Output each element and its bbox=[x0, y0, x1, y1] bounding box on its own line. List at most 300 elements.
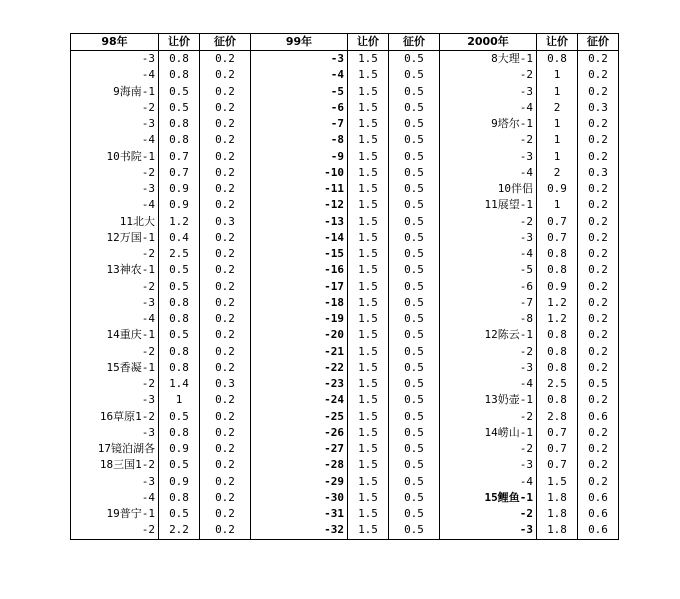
table-cell: 0.2 bbox=[200, 295, 251, 311]
table-row bbox=[71, 311, 619, 327]
header-cell: 让价 bbox=[348, 34, 389, 51]
table-cell: 0.5 bbox=[389, 311, 440, 327]
table-cell: 0.2 bbox=[578, 344, 619, 360]
table-cell: -3 bbox=[71, 51, 159, 68]
table-cell: 1.5 bbox=[348, 425, 389, 441]
table-cell: 0.5 bbox=[389, 457, 440, 473]
table-cell: 0.5 bbox=[389, 165, 440, 181]
table-cell: 0.2 bbox=[200, 327, 251, 343]
table-cell: -4 bbox=[440, 376, 537, 392]
table-cell: 0.2 bbox=[200, 344, 251, 360]
table-cell: 0.2 bbox=[578, 67, 619, 83]
table-cell: 0.2 bbox=[578, 295, 619, 311]
table-cell: 1.5 bbox=[348, 376, 389, 392]
table-cell: 1.5 bbox=[348, 295, 389, 311]
table-cell: 1.8 bbox=[537, 506, 578, 522]
table-cell: -4 bbox=[440, 246, 537, 262]
table-cell: 0.2 bbox=[578, 246, 619, 262]
table-cell: 0.2 bbox=[578, 279, 619, 295]
table-cell: -14 bbox=[251, 230, 348, 246]
table-cell: 0.2 bbox=[200, 311, 251, 327]
table-cell: 0.2 bbox=[578, 360, 619, 376]
table-cell: 0.7 bbox=[537, 441, 578, 457]
table-cell: 0.7 bbox=[537, 425, 578, 441]
table-row bbox=[71, 441, 619, 457]
table-cell: 1 bbox=[537, 67, 578, 83]
table-cell: 1 bbox=[537, 84, 578, 100]
table-row bbox=[71, 506, 619, 522]
table-cell: -3 bbox=[71, 295, 159, 311]
table-cell: -11 bbox=[251, 181, 348, 197]
table-cell: 0.2 bbox=[578, 425, 619, 441]
table-cell: 0.5 bbox=[159, 262, 200, 278]
table-cell: -2 bbox=[440, 132, 537, 148]
table-cell: 0.3 bbox=[200, 376, 251, 392]
table-cell: 0.2 bbox=[200, 441, 251, 457]
table-cell: 13奶壶-1 bbox=[440, 392, 537, 408]
table-cell: 13神农-1 bbox=[71, 262, 159, 278]
table-cell: -23 bbox=[251, 376, 348, 392]
table-cell: 0.9 bbox=[159, 441, 200, 457]
header-cell: 征价 bbox=[389, 34, 440, 51]
table-cell: -2 bbox=[71, 522, 159, 539]
table-cell: -25 bbox=[251, 409, 348, 425]
table-cell: 0.2 bbox=[578, 181, 619, 197]
table-row bbox=[71, 376, 619, 392]
table-cell: 12陈云-1 bbox=[440, 327, 537, 343]
table-cell: -5 bbox=[251, 84, 348, 100]
table-cell: 0.5 bbox=[389, 392, 440, 408]
table-cell: 0.2 bbox=[200, 165, 251, 181]
table-row bbox=[71, 116, 619, 132]
table-row bbox=[71, 214, 619, 230]
table-cell: 0.6 bbox=[578, 506, 619, 522]
table-cell: 0.2 bbox=[200, 409, 251, 425]
table-cell: 1 bbox=[537, 132, 578, 148]
table-cell: 0.8 bbox=[159, 344, 200, 360]
table-cell: -18 bbox=[251, 295, 348, 311]
table-cell: -26 bbox=[251, 425, 348, 441]
table-cell: 0.2 bbox=[200, 522, 251, 539]
table-cell: 2 bbox=[537, 100, 578, 116]
table-cell: 0.5 bbox=[389, 132, 440, 148]
table-cell: -24 bbox=[251, 392, 348, 408]
table-cell: 1.5 bbox=[348, 197, 389, 213]
table-cell: -6 bbox=[251, 100, 348, 116]
table-cell: 0.8 bbox=[159, 67, 200, 83]
table-cell: 0.7 bbox=[159, 165, 200, 181]
table-cell: 0.8 bbox=[537, 246, 578, 262]
table-cell: -2 bbox=[440, 441, 537, 457]
table-cell: 0.2 bbox=[200, 360, 251, 376]
table-cell: -3 bbox=[440, 457, 537, 473]
table-cell: 2.5 bbox=[537, 376, 578, 392]
table-cell: 10书院-1 bbox=[71, 149, 159, 165]
table-cell: -29 bbox=[251, 474, 348, 490]
table-cell: 0.5 bbox=[159, 506, 200, 522]
table-cell: 0.2 bbox=[578, 262, 619, 278]
table-cell: 0.2 bbox=[200, 197, 251, 213]
table-cell: 1.5 bbox=[537, 474, 578, 490]
header-cell: 让价 bbox=[537, 34, 578, 51]
table-cell: 1.5 bbox=[348, 279, 389, 295]
table-cell: 1.8 bbox=[537, 522, 578, 539]
table-cell: 1.5 bbox=[348, 181, 389, 197]
table-cell: -3 bbox=[440, 84, 537, 100]
table-cell: 0.8 bbox=[159, 425, 200, 441]
table-cell: 0.5 bbox=[389, 230, 440, 246]
table-cell: 0.3 bbox=[578, 165, 619, 181]
table-row bbox=[71, 327, 619, 343]
table-cell: 0.5 bbox=[389, 67, 440, 83]
table-cell: 0.9 bbox=[159, 474, 200, 490]
table-cell: -2 bbox=[440, 214, 537, 230]
table-cell: 0.7 bbox=[159, 149, 200, 165]
table-cell: 1.5 bbox=[348, 165, 389, 181]
table-cell: 0.9 bbox=[159, 181, 200, 197]
table-cell: 0.2 bbox=[200, 181, 251, 197]
table-row bbox=[71, 262, 619, 278]
table-cell: -3 bbox=[440, 360, 537, 376]
table-cell: -3 bbox=[71, 474, 159, 490]
table-cell: 1.5 bbox=[348, 262, 389, 278]
table-cell: 0.2 bbox=[200, 149, 251, 165]
table-cell: 0.5 bbox=[159, 457, 200, 473]
table-cell: 0.5 bbox=[389, 376, 440, 392]
table-row bbox=[71, 67, 619, 83]
table-cell: -4 bbox=[71, 67, 159, 83]
table-cell: 0.2 bbox=[578, 214, 619, 230]
table-cell: -2 bbox=[440, 506, 537, 522]
table-cell: 0.2 bbox=[200, 116, 251, 132]
table-cell: 0.2 bbox=[200, 474, 251, 490]
table-cell: 0.5 bbox=[389, 116, 440, 132]
table-cell: 0.2 bbox=[200, 67, 251, 83]
header-cell: 征价 bbox=[578, 34, 619, 51]
table-cell: 2.2 bbox=[159, 522, 200, 539]
table-cell: 19普宁-1 bbox=[71, 506, 159, 522]
table-row bbox=[71, 100, 619, 116]
table-cell: 0.5 bbox=[578, 376, 619, 392]
table-cell: 0.5 bbox=[389, 197, 440, 213]
table-cell: 1.5 bbox=[348, 149, 389, 165]
table-cell: 0.5 bbox=[389, 246, 440, 262]
table-cell: -2 bbox=[71, 376, 159, 392]
table-cell: 9海南-1 bbox=[71, 84, 159, 100]
table-cell: 0.5 bbox=[159, 409, 200, 425]
table-cell: 0.5 bbox=[389, 295, 440, 311]
table-row bbox=[71, 490, 619, 506]
table-cell: 0.8 bbox=[159, 295, 200, 311]
table-cell: -2 bbox=[71, 165, 159, 181]
table-cell: -2 bbox=[71, 279, 159, 295]
table-cell: -8 bbox=[251, 132, 348, 148]
table-row bbox=[71, 344, 619, 360]
table-cell: 1 bbox=[537, 116, 578, 132]
table-row bbox=[71, 132, 619, 148]
table-row bbox=[71, 474, 619, 490]
table-cell: 0.8 bbox=[537, 344, 578, 360]
table-cell: 1.5 bbox=[348, 490, 389, 506]
table-cell: 0.5 bbox=[159, 100, 200, 116]
table-cell: 9塔尔-1 bbox=[440, 116, 537, 132]
table-cell: 1.5 bbox=[348, 116, 389, 132]
table-cell: 14重庆-1 bbox=[71, 327, 159, 343]
table-cell: 0.2 bbox=[200, 84, 251, 100]
table-row bbox=[71, 181, 619, 197]
table-cell: -4 bbox=[71, 490, 159, 506]
table-cell: 0.2 bbox=[200, 425, 251, 441]
table-cell: 0.5 bbox=[389, 490, 440, 506]
table-cell: 12万国-1 bbox=[71, 230, 159, 246]
table-row bbox=[71, 230, 619, 246]
table-row bbox=[71, 84, 619, 100]
table-cell: 1.5 bbox=[348, 214, 389, 230]
header-cell: 征价 bbox=[200, 34, 251, 51]
table-cell: 1.5 bbox=[348, 246, 389, 262]
table-cell: 0.5 bbox=[389, 214, 440, 230]
table-cell: 0.4 bbox=[159, 230, 200, 246]
table-cell: -2 bbox=[440, 67, 537, 83]
table-cell: -4 bbox=[440, 165, 537, 181]
table-cell: -3 bbox=[440, 522, 537, 539]
table-cell: -13 bbox=[251, 214, 348, 230]
table-cell: 2 bbox=[537, 165, 578, 181]
table-cell: 0.2 bbox=[578, 149, 619, 165]
table-cell: -4 bbox=[71, 311, 159, 327]
table-cell: 0.2 bbox=[200, 392, 251, 408]
table-cell: 0.2 bbox=[200, 457, 251, 473]
table-cell: 0.8 bbox=[159, 132, 200, 148]
table-cell: 1.5 bbox=[348, 230, 389, 246]
table-cell: -4 bbox=[440, 100, 537, 116]
table-cell: 0.2 bbox=[578, 51, 619, 68]
header-cell: 98年 bbox=[71, 34, 159, 51]
table-cell: -30 bbox=[251, 490, 348, 506]
table-cell: 0.2 bbox=[200, 490, 251, 506]
table-row bbox=[71, 409, 619, 425]
table-cell: 0.2 bbox=[200, 279, 251, 295]
table-cell: -3 bbox=[440, 230, 537, 246]
table-cell: 1.5 bbox=[348, 392, 389, 408]
table-cell: 0.2 bbox=[200, 51, 251, 68]
table-cell: 0.8 bbox=[159, 311, 200, 327]
table-cell: 16草原1-2 bbox=[71, 409, 159, 425]
table-cell: -2 bbox=[71, 100, 159, 116]
table-cell: 8大理-1 bbox=[440, 51, 537, 68]
table-cell: 17镜泊湖各 bbox=[71, 441, 159, 457]
table-cell: 0.5 bbox=[389, 84, 440, 100]
table-cell: 1.5 bbox=[348, 457, 389, 473]
table-cell: 0.6 bbox=[578, 490, 619, 506]
table-cell: 0.8 bbox=[537, 51, 578, 68]
table-cell: -20 bbox=[251, 327, 348, 343]
table-cell: 0.5 bbox=[389, 506, 440, 522]
table-cell: 18三国1-2 bbox=[71, 457, 159, 473]
table-cell: 1.2 bbox=[537, 295, 578, 311]
table-cell: 1.4 bbox=[159, 376, 200, 392]
table-cell: 1.5 bbox=[348, 132, 389, 148]
table-cell: -21 bbox=[251, 344, 348, 360]
table-cell: 0.6 bbox=[578, 522, 619, 539]
table-cell: 1.5 bbox=[348, 441, 389, 457]
table-cell: 0.3 bbox=[200, 214, 251, 230]
table-cell: -3 bbox=[71, 392, 159, 408]
table-cell: 0.5 bbox=[389, 279, 440, 295]
table-cell: 0.2 bbox=[578, 84, 619, 100]
table-cell: -19 bbox=[251, 311, 348, 327]
table-cell: -3 bbox=[71, 116, 159, 132]
table-row bbox=[71, 165, 619, 181]
table-cell: -4 bbox=[71, 197, 159, 213]
table-row bbox=[71, 246, 619, 262]
table-cell: 1.5 bbox=[348, 344, 389, 360]
table-cell: 0.2 bbox=[578, 230, 619, 246]
header-cell: 2000年 bbox=[440, 34, 537, 51]
table-cell: 1.5 bbox=[348, 311, 389, 327]
table-cell: 1.5 bbox=[348, 51, 389, 68]
table-cell: 0.8 bbox=[537, 360, 578, 376]
table-cell: 0.9 bbox=[159, 197, 200, 213]
table-cell: 0.8 bbox=[537, 392, 578, 408]
table-row bbox=[71, 149, 619, 165]
table-cell: -2 bbox=[440, 344, 537, 360]
table-row bbox=[71, 295, 619, 311]
table-cell: 0.2 bbox=[200, 506, 251, 522]
table-cell: -2 bbox=[71, 246, 159, 262]
table-cell: 11展望-1 bbox=[440, 197, 537, 213]
table-cell: 0.8 bbox=[537, 262, 578, 278]
table-cell: 0.5 bbox=[389, 149, 440, 165]
table-cell: 0.2 bbox=[578, 392, 619, 408]
table-cell: 1.5 bbox=[348, 327, 389, 343]
table-cell: 0.2 bbox=[578, 116, 619, 132]
table-cell: 0.8 bbox=[159, 51, 200, 68]
table-cell: 2.5 bbox=[159, 246, 200, 262]
table-cell: 1.5 bbox=[348, 84, 389, 100]
table-cell: 0.5 bbox=[389, 425, 440, 441]
table-cell: -3 bbox=[71, 181, 159, 197]
table-cell: 0.5 bbox=[389, 51, 440, 68]
table-cell: 0.2 bbox=[578, 441, 619, 457]
table-cell: -7 bbox=[251, 116, 348, 132]
table-row bbox=[71, 197, 619, 213]
table-cell: 0.2 bbox=[200, 230, 251, 246]
table-cell: 1.5 bbox=[348, 100, 389, 116]
table-cell: 0.5 bbox=[389, 409, 440, 425]
table-cell: -15 bbox=[251, 246, 348, 262]
table-cell: -7 bbox=[440, 295, 537, 311]
table-cell: 0.9 bbox=[537, 279, 578, 295]
table-cell: 0.5 bbox=[389, 360, 440, 376]
table-cell: 1.8 bbox=[537, 490, 578, 506]
table-cell: 1.5 bbox=[348, 506, 389, 522]
table-cell: 0.5 bbox=[389, 262, 440, 278]
table-cell: 2.8 bbox=[537, 409, 578, 425]
table-cell: 0.3 bbox=[578, 100, 619, 116]
table-cell: 0.2 bbox=[200, 262, 251, 278]
table-cell: 0.8 bbox=[159, 116, 200, 132]
table-row bbox=[71, 425, 619, 441]
table-cell: -16 bbox=[251, 262, 348, 278]
table-row bbox=[71, 51, 619, 68]
table-cell: -9 bbox=[251, 149, 348, 165]
header-row bbox=[71, 34, 619, 51]
table-row bbox=[71, 392, 619, 408]
table-cell: 0.5 bbox=[159, 327, 200, 343]
table-cell: 0.5 bbox=[389, 181, 440, 197]
table-cell: 11北大 bbox=[71, 214, 159, 230]
table-cell: -28 bbox=[251, 457, 348, 473]
table-cell: -12 bbox=[251, 197, 348, 213]
table-cell: 15鲤鱼-1 bbox=[440, 490, 537, 506]
header-cell: 99年 bbox=[251, 34, 348, 51]
table-cell: 1.2 bbox=[159, 214, 200, 230]
table-cell: -4 bbox=[440, 474, 537, 490]
table-cell: 0.8 bbox=[159, 360, 200, 376]
table-cell: -3 bbox=[71, 425, 159, 441]
table-cell: -3 bbox=[440, 149, 537, 165]
table-cell: 0.5 bbox=[389, 522, 440, 539]
table-cell: 0.5 bbox=[159, 84, 200, 100]
table-row bbox=[71, 360, 619, 376]
table-cell: 0.2 bbox=[578, 197, 619, 213]
table-cell: 0.8 bbox=[537, 327, 578, 343]
table-cell: 0.5 bbox=[159, 279, 200, 295]
table-cell: 0.2 bbox=[200, 132, 251, 148]
table-cell: 0.5 bbox=[389, 474, 440, 490]
table-cell: 14崂山-1 bbox=[440, 425, 537, 441]
table-cell: -4 bbox=[71, 132, 159, 148]
table-cell: 0.2 bbox=[200, 100, 251, 116]
table-cell: 1.5 bbox=[348, 522, 389, 539]
table-cell: 0.2 bbox=[578, 457, 619, 473]
table-cell: 1.5 bbox=[348, 360, 389, 376]
table-cell: 0.5 bbox=[389, 327, 440, 343]
table-cell: 0.2 bbox=[578, 327, 619, 343]
table-cell: 1.5 bbox=[348, 67, 389, 83]
table-cell: -32 bbox=[251, 522, 348, 539]
table-cell: 1 bbox=[537, 197, 578, 213]
table-cell: 0.7 bbox=[537, 214, 578, 230]
table-body bbox=[71, 34, 619, 540]
table-cell: 0.6 bbox=[578, 409, 619, 425]
table-cell: 1.2 bbox=[537, 311, 578, 327]
table-cell: -17 bbox=[251, 279, 348, 295]
price-table bbox=[70, 33, 619, 540]
table-cell: -8 bbox=[440, 311, 537, 327]
table-cell: -22 bbox=[251, 360, 348, 376]
table-cell: 15香凝-1 bbox=[71, 360, 159, 376]
table-row bbox=[71, 457, 619, 473]
table-cell: -2 bbox=[71, 344, 159, 360]
table-cell: 0.5 bbox=[389, 441, 440, 457]
table-cell: 0.8 bbox=[159, 490, 200, 506]
table-cell: 1.5 bbox=[348, 409, 389, 425]
table-cell: -6 bbox=[440, 279, 537, 295]
table-cell: 10伴侣 bbox=[440, 181, 537, 197]
table-cell: 1.5 bbox=[348, 474, 389, 490]
table-cell: -2 bbox=[440, 409, 537, 425]
table-cell: 0.9 bbox=[537, 181, 578, 197]
table-cell: -4 bbox=[251, 67, 348, 83]
table-row bbox=[71, 279, 619, 295]
table-cell: 1 bbox=[159, 392, 200, 408]
table-cell: -5 bbox=[440, 262, 537, 278]
table-cell: -31 bbox=[251, 506, 348, 522]
table-cell: -10 bbox=[251, 165, 348, 181]
table-cell: 0.2 bbox=[578, 132, 619, 148]
